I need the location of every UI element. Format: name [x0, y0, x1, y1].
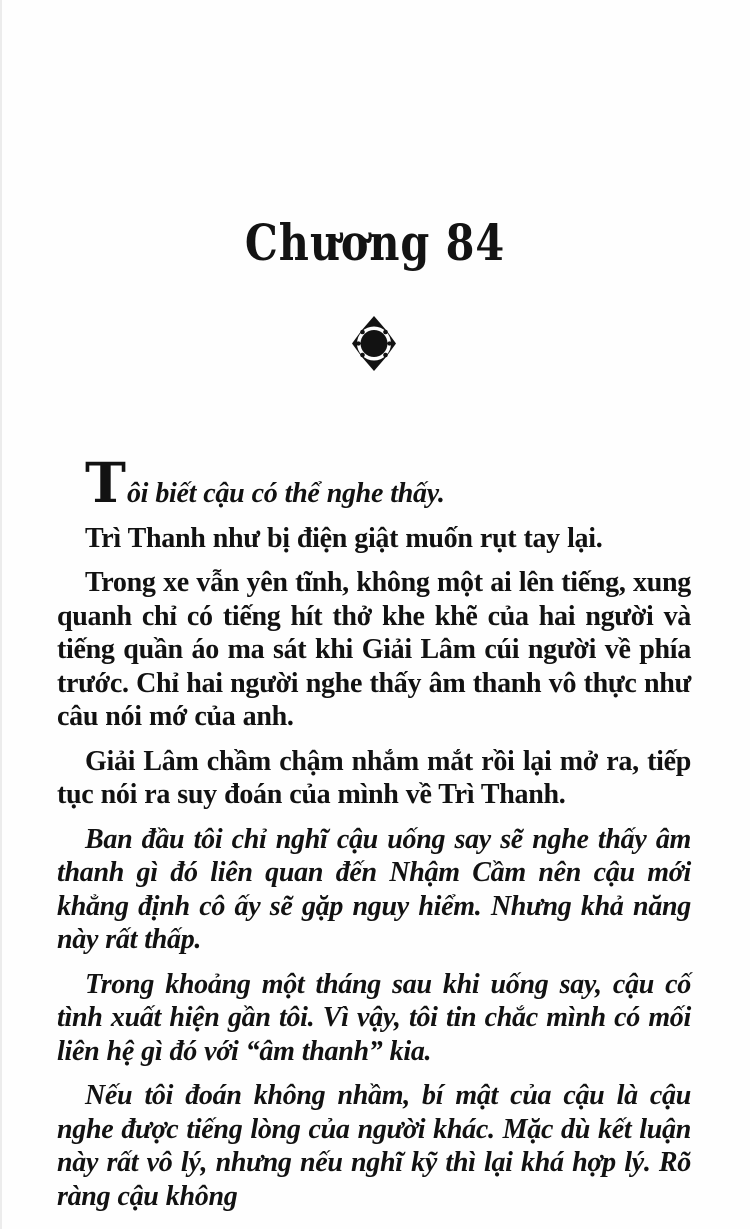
body-text [57, 450, 691, 1224]
paragraph-text: ôi biết cậu có thể nghe thấy. [126, 478, 445, 509]
paragraph: Trong khoảng một tháng sau khi uống say, cậu cố tình xuất hiện gần tôi. Vì vậy, tôi tin chắc mình có mối liên hệ gì đó với “âm thanh” kia. [57, 968, 691, 1067]
paragraph [57, 450, 691, 515]
chapter-title: Chương 84 [244, 213, 506, 273]
scan-edge-artifact [0, 0, 2, 1229]
paragraph: Trì Thanh như bị điện giật muốn rụt tay lại. [85, 522, 603, 554]
dropcap-initial: T [85, 450, 126, 515]
chapter-ornament-icon [350, 314, 398, 373]
paragraph: Ban đầu tôi chỉ nghĩ cậu uống say sẽ nghe thấy âm thanh gì đó liên quan đến Nhậm Cầm nên cậu mới khẳng định cô ấy sẽ gặp nguy hiểm. Nhưng khả năng này rất thấp. [57, 823, 691, 955]
paragraph: Giải Lâm chầm chậm nhắm mắt rồi lại mở ra, tiếp tục nói ra suy đoán của mình về Trì Thanh. [57, 745, 691, 810]
paragraph: Trong xe vẫn yên tĩnh, không một ai lên tiếng, xung quanh chỉ có tiếng hít thở khe khẽ của hai người và tiếng quần áo ma sát khi Giải Lâm cúi người về phía trước. Chỉ hai người nghe thấy âm thanh vô thực như câu nói mớ của anh. [57, 567, 691, 732]
paragraph: Nếu tôi đoán không nhầm, bí mật của cậu là cậu nghe được tiếng lòng của người khác. Mặc dù kết luận này rất vô lý, nhưng nếu nghĩ kỹ thì lại khá hợp lý. Rõ ràng cậu không [57, 1080, 691, 1212]
